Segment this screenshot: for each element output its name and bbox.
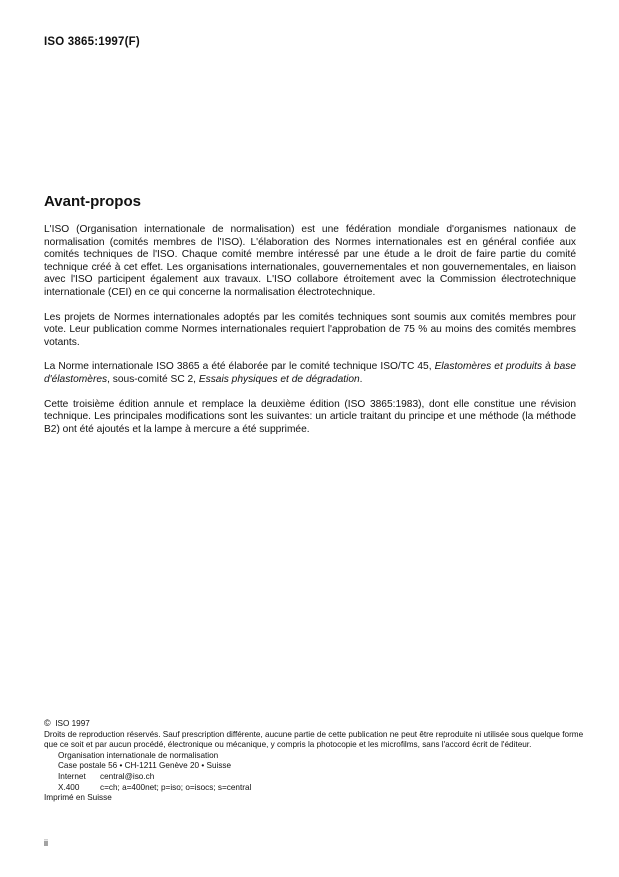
copyright-line	[44, 718, 584, 730]
printed-in: Imprimé en Suisse	[44, 793, 112, 803]
foreword-body	[44, 224, 576, 448]
page-number: ii	[44, 838, 48, 848]
rights-statement: Droits de reproduction réservés. Sauf prescription différente, aucune partie de cette publication ne peut être reproduite ni utilisée sous quelque forme que ce soit et par aucun procédé, électronique ou mécanique, y compris la photocopie et les microfilms, sans l'accord écrit de l'éditeur.	[44, 729, 584, 750]
paragraph-3-subcommittee-title: Essais physiques et de dégradation	[198, 373, 360, 385]
copyright-symbol: ©	[44, 718, 51, 728]
internet-row	[58, 772, 584, 783]
paragraph-4: Cette troisième édition annule et remplace la deuxième édition (ISO 3865:1983), dont elle constitue une révision technique. Les principales modifications sont les suivantes: un article traitant du principe et une méthode (la méthode B2) ont été ajoutés et la lampe à mercure a été supprimée.	[44, 398, 576, 435]
copyright-block	[44, 718, 584, 804]
x400-value: c=ch; a=400net; p=iso; o=isocs; s=central	[100, 782, 252, 792]
section-title: Avant-propos	[44, 193, 141, 210]
address-block	[58, 751, 584, 793]
paragraph-3-committee-title: Elastomères et produits à base d'élastomères	[44, 361, 576, 385]
paragraph-2: Les projets de Normes internationales adoptés par les comités techniques sont soumis aux comités membres pour vote. Leur publication comme Normes internationales requiert l'approbation de 75 % au moins des comités membres votants.	[44, 311, 576, 348]
paragraph-3	[44, 361, 576, 386]
x400-label: X.400	[58, 782, 80, 792]
paragraph-1: L'ISO (Organisation internationale de normalisation) est une fédération mondiale d'organismes nationaux de normalisation (comités membres de l'ISO). L'élaboration des Normes internationales est en général confiée aux comités techniques de l'ISO. Chaque comité membre intéressé par une étude a le droit de faire partie du comité technique créé à cet effet. Les organisations internationales, gouvernementales et non gouvernementales, en liaison avec l'ISO participent également aux travaux. L'ISO collabore étroitement avec la Commission électrotechnique internationale (CEI) en ce qui concerne la normalisation électrotechnique.	[44, 224, 576, 298]
paragraph-3-text-a: La Norme internationale ISO 3865 a été élaborée par le comité technique ISO/TC 45,	[44, 361, 435, 373]
postal-address: Case postale 56 • CH-1211 Genève 20 • Suisse	[58, 761, 232, 771]
internet-value: central@iso.ch	[100, 771, 155, 781]
organization-name: Organisation internationale de normalisation	[58, 750, 219, 760]
x400-row	[58, 783, 584, 794]
document-id-header: ISO 3865:1997(F)	[44, 36, 140, 48]
paragraph-3-text-c: , sous-comité SC 2,	[107, 373, 199, 385]
internet-label: Internet	[58, 771, 86, 781]
copyright-owner: ISO 1997	[55, 719, 90, 728]
paragraph-3-text-e: .	[359, 373, 363, 385]
